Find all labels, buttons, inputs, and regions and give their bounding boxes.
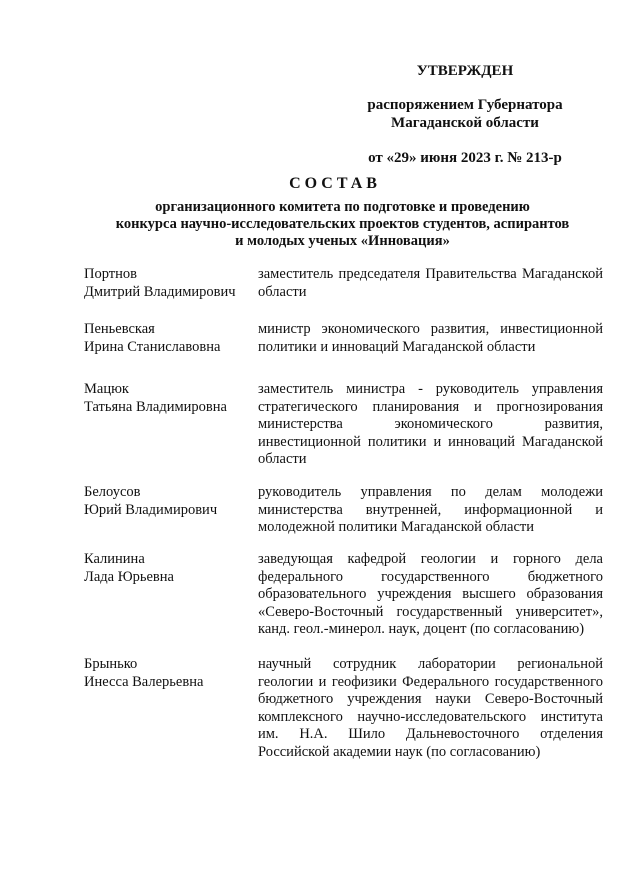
member-given-name: Ирина Станиславовна (84, 338, 221, 355)
member-role: заместитель председателя Правительства Магаданской области (258, 266, 603, 300)
member-name (84, 656, 254, 691)
member-surname: Калинина (84, 551, 145, 567)
document-subtitle (95, 199, 590, 250)
member-surname: Мацюк (84, 381, 129, 397)
member-surname: Портнов (84, 266, 137, 282)
document-title: СОСТАВ (289, 175, 381, 192)
approval-date: от «29» июня 2023 г. № 213-р (368, 150, 562, 166)
member-surname: Брынько (84, 656, 138, 672)
member-given-name: Юрий Владимирович (84, 501, 218, 518)
member-name (84, 321, 254, 356)
approved-heading: УТВЕРЖДЕН (416, 63, 514, 79)
member-role: министр экономического развития, инвестиционной политики и инноваций Магаданской области (258, 321, 603, 355)
member-name (84, 266, 254, 301)
approval-line-2: Магаданской области (391, 115, 539, 131)
member-name (84, 551, 254, 586)
member-role: заведующая кафедрой геологии и горного дела федерального государственного бюджетного образовательного учреждения высшего образования «Северо-Восточный государственный университет», канд. геол.-минерол. наук, доцент (по согласованию) (258, 551, 603, 637)
member-surname: Пеньевская (84, 321, 155, 337)
member-given-name: Инесса Валерьевна (84, 673, 204, 690)
subtitle-line-2: конкурса научно-исследовательских проектов студентов, аспирантов (115, 216, 570, 232)
member-given-name: Дмитрий Владимирович (84, 283, 236, 300)
member-role: заместитель министра - руководитель управления стратегического планирования и прогнозирования министерства экономического развития, инвестиционной политики и инноваций Магаданской области (258, 381, 603, 467)
member-given-name: Лада Юрьевна (84, 568, 174, 585)
subtitle-line-3: и молодых ученых «Инновация» (235, 233, 450, 249)
member-surname: Белоусов (84, 484, 141, 500)
subtitle-line-1: организационного комитета по подготовке и проведению (155, 199, 530, 215)
member-role: руководитель управления по делам молодежи министерства внутренней, информационной и молодежной политики Магаданской области (258, 484, 603, 535)
approval-block (340, 62, 590, 167)
member-given-name: Татьяна Владимировна (84, 398, 227, 415)
approval-line-1: распоряжением Губернатора (367, 97, 563, 113)
member-name (84, 484, 254, 519)
member-role: научный сотрудник лаборатории региональной геологии и геофизики Федерального государственного бюджетного учреждения науки Северо-Восточный комплексного научно-исследовательского института им. Н.А. Шило Дальневосточного отделения Российской академии наук (по согласованию) (258, 656, 603, 760)
member-name (84, 381, 254, 416)
